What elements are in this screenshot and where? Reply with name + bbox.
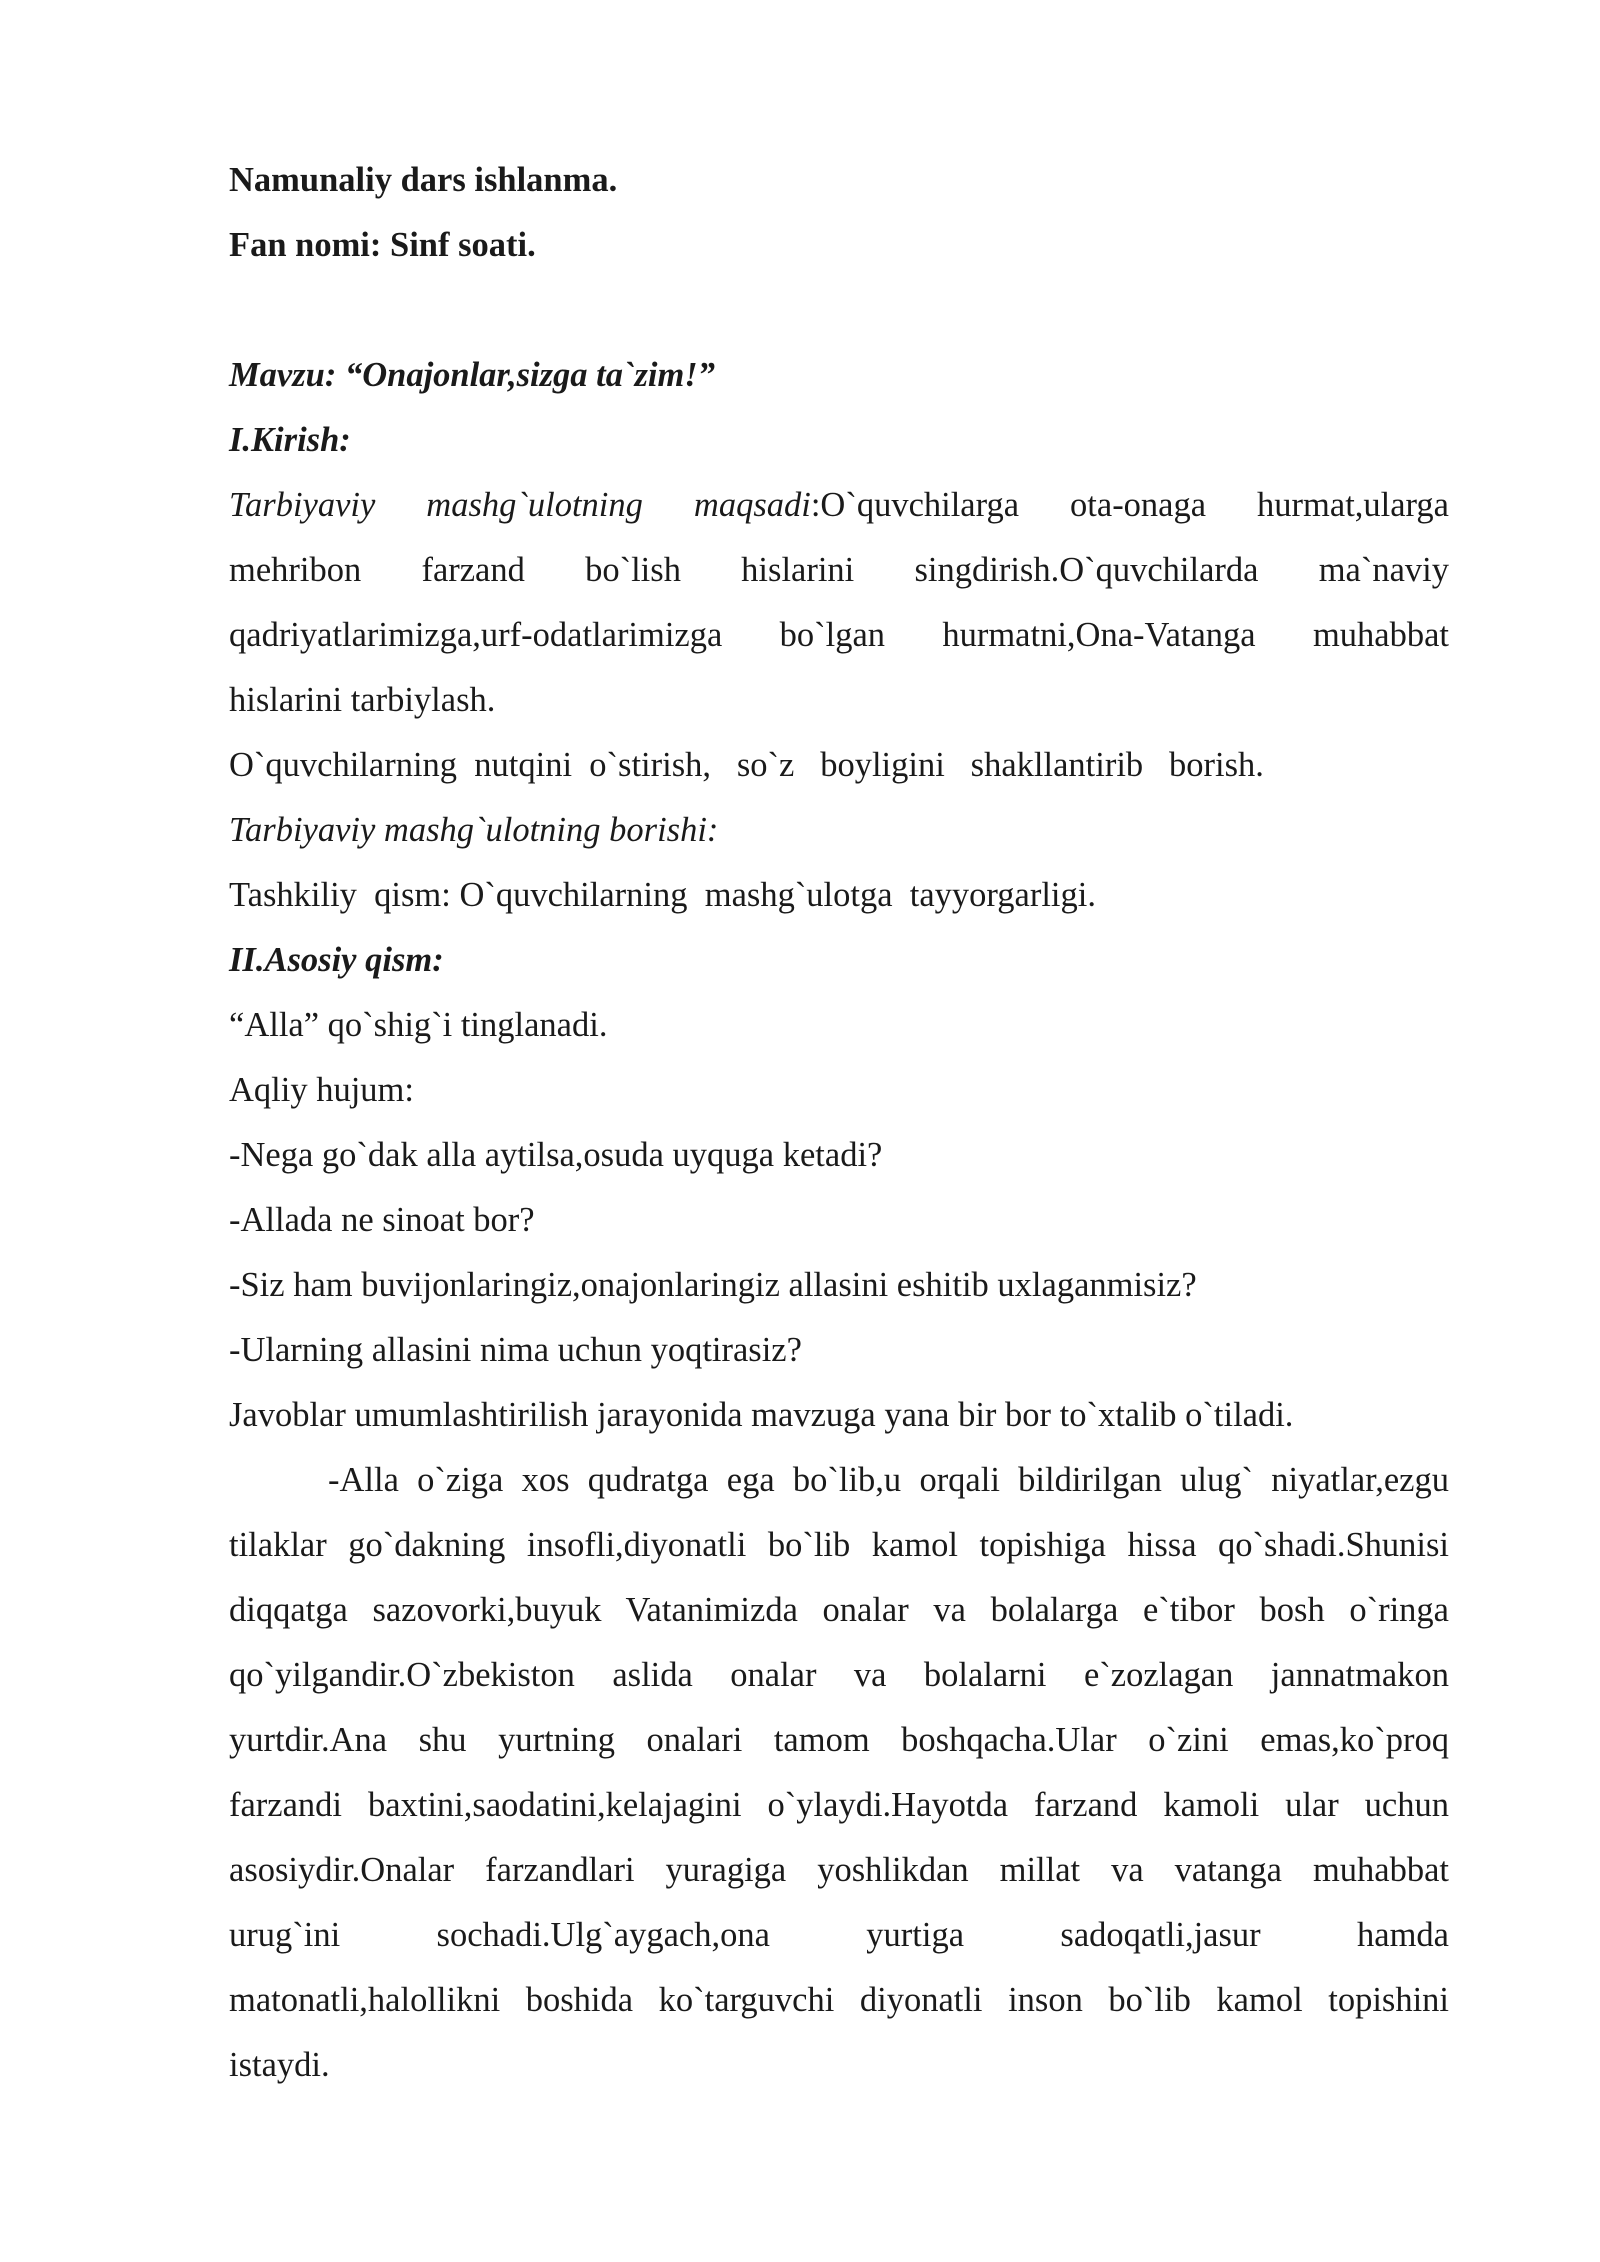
paragraph-line-3: diqqatga sazovorki,buyuk Vatanimizda onalar va bolalarga e`tibor bosh o`ringa [229, 1591, 1449, 1629]
goal-text-1: :O`quvchilarga ota-onaga hurmat,ularga [810, 486, 1449, 524]
goal-line-2: mehribon farzand bo`lish hislarini singdirish.O`quvchilarda ma`naviy [229, 551, 1449, 589]
goal-paragraph [229, 473, 1449, 733]
paragraph-line-6: farzandi baxtini,saodatini,kelajagini o`ylaydi.Hayotda farzand kamoli ular uchun [229, 1786, 1449, 1824]
question-2: -Allada ne sinoat bor? [229, 1201, 535, 1239]
process-heading: Tarbiyaviy mashg`ulotning borishi: [229, 811, 719, 849]
document-body [229, 148, 1449, 2098]
paragraph-line-10: istaydi. [229, 2046, 330, 2084]
section-intro-heading: I.Kirish: [229, 421, 351, 459]
subject-line: Fan nomi: Sinf soati. [229, 226, 536, 264]
question-1: -Nega go`dak alla aytilsa,osuda uyquga ketadi? [229, 1136, 883, 1174]
paragraph-line-8: urug`ini sochadi.Ulg`aygach,ona yurtiga sadoqatli,jasur hamda [229, 1916, 1449, 1954]
summary-line: Javoblar umumlashtirilish jarayonida mavzuga yana bir bor to`xtalib o`tiladi. [229, 1396, 1294, 1434]
paragraph-line-9: matonatli,halollikni boshida ko`targuvchi diyonatli inson bo`lib kamol topishini [229, 1981, 1449, 2019]
paragraph-line-5: yurtdir.Ana shu yurtning onalari tamom boshqacha.Ular o`zini emas,ko`proq [229, 1721, 1449, 1759]
question-4: -Ularning allasini nima uchun yoqtirasiz? [229, 1331, 802, 1369]
goal-label: Tarbiyaviy mashg`ulotning maqsadi [229, 486, 811, 524]
question-3: -Siz ham buvijonlaringiz,onajonlaringiz allasini eshitib uxlaganmisiz? [229, 1266, 1197, 1304]
song-line: “Alla” qo`shig`i tinglanadi. [229, 1006, 608, 1044]
brainstorm-label: Aqliy hujum: [229, 1071, 414, 1109]
speech-goal-line: O`quvchilarning nutqini o`stirish, so`z boyligini shakllantirib borish. [229, 746, 1264, 784]
goal-line-3: qadriyatlarimizga,urf-odatlarimizga bo`lgan hurmatni,Ona-Vatanga muhabbat [229, 616, 1449, 654]
document-title: Namunaliy dars ishlanma. [229, 161, 618, 199]
paragraph-line-4: qo`yilgandir.O`zbekiston aslida onalar va bolalarni e`zozlagan jannatmakon [229, 1656, 1449, 1694]
paragraph-line-1: -Alla o`ziga xos qudratga ega bo`lib,u orqali bildirilgan ulug` niyatlar,ezgu [328, 1461, 1449, 1499]
organizational-line: Tashkiliy qism: O`quvchilarning mashg`ulotga tayyorgarligi. [229, 876, 1096, 914]
paragraph-line-2: tilaklar go`dakning insofli,diyonatli bo`lib kamol topishiga hissa qo`shadi.Shunisi [229, 1526, 1449, 1564]
goal-line-1 [229, 473, 1449, 538]
main-paragraph [229, 1448, 1449, 2098]
section-main-heading: II.Asosiy qism: [229, 941, 444, 979]
goal-line-4: hislarini tarbiylash. [229, 681, 496, 719]
topic-line: Mavzu: “Onajonlar,sizga ta`zim!” [229, 356, 715, 394]
blank-line [229, 278, 1449, 343]
paragraph-line-7: asosiydir.Onalar farzandlari yuragiga yoshlikdan millat va vatanga muhabbat [229, 1851, 1449, 1889]
